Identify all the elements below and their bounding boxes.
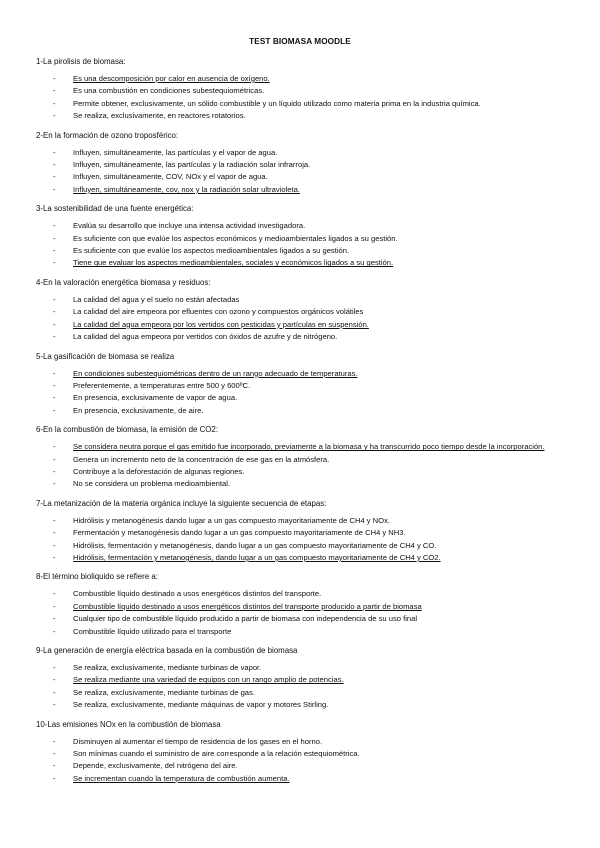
option-list	[36, 588, 566, 638]
option-text: Hidrólisis y metanogénesis dando lugar a un gas compuesto mayoritariamente de CH4 y NOx.	[73, 515, 390, 525]
option-text: Se realiza mediante una variedad de equipos con un rango amplio de potencias.	[73, 675, 344, 685]
option-text: La calidad del agua empeora por los vertidos con pesticidas y partículas en suspensión.	[73, 319, 369, 329]
option-text: Fermentación y metanogénesis dando lugar a un gas compuesto mayoritariamente de CH4 y NH3.	[73, 528, 406, 538]
correct-answer-option	[36, 552, 566, 564]
option-list	[36, 147, 566, 197]
answer-option	[36, 662, 566, 674]
answer-option	[36, 454, 566, 466]
answer-option	[36, 527, 566, 539]
question-block	[36, 278, 566, 344]
option-text: Combustible líquido destinado a usos energéticos distintos del transporte producido a partir de biomasa	[73, 601, 422, 611]
option-text: Depende, exclusivamente, del nitrógeno del aire.	[73, 761, 238, 771]
question-block	[36, 425, 566, 491]
option-text: Combustible líquido utilizado para el transporte	[73, 626, 232, 636]
option-text: Disminuyen al aumentar el tiempo de residencia de los gases en el horno.	[73, 736, 323, 746]
option-text: Influyen, simultáneamente, cov, nox y la radiación solar ultravioleta.	[73, 184, 300, 194]
option-text: En presencia, exclusivamente de vapor de agua.	[73, 393, 238, 403]
option-text: Genera un incremento neto de la concentración de ese gas en la atmósfera.	[73, 454, 330, 464]
option-text: Se considera neutra porque el gas emitido fue incorporado, previamente a la biomasa y ha transcurrido poco tiempo desde la incorporación.	[73, 442, 545, 452]
question-title: 10-Las emisiones NOx en la combustión de biomasa	[36, 719, 221, 729]
option-list	[36, 220, 566, 270]
option-text: Se realiza, exclusivamente, mediante turbinas de vapor.	[73, 663, 262, 672]
option-list	[36, 736, 566, 786]
answer-option	[36, 220, 566, 232]
answer-option	[36, 699, 566, 711]
correct-answer-option	[36, 184, 566, 196]
answer-option	[36, 147, 566, 159]
answer-option	[36, 331, 566, 343]
option-text: Se realiza, exclusivamente, en reactores rotatorios.	[73, 111, 246, 121]
answer-option	[36, 588, 566, 600]
option-text: Es suficiente con que evalúe los aspectos medioambientales ligados a su gestión.	[73, 246, 350, 256]
option-text: Preferentemente, a temperaturas entre 500 y 600ºC.	[73, 380, 251, 390]
answer-option	[36, 380, 566, 392]
option-list	[36, 441, 566, 491]
correct-answer-option	[36, 73, 566, 85]
option-text: Evalúa su desarrollo que incluye una intensa actividad investigadora.	[73, 221, 306, 231]
question-title: 1-La pirolisis de biomasa:	[36, 57, 126, 66]
question-title: 7-La metanización de la materia orgánica incluye la siguiente secuencia de etapas:	[36, 498, 327, 508]
correct-answer-option	[36, 674, 566, 686]
question-block	[36, 572, 566, 638]
question-title: 9-La generación de energía eléctrica basada en la combustión de biomasa	[36, 646, 298, 655]
option-text: Se incrementan cuando la temperatura de combustión aumenta.	[73, 773, 290, 783]
question-block	[36, 646, 566, 712]
option-list	[36, 294, 566, 344]
answer-option	[36, 613, 566, 625]
question-title: 2-En la formación de ozono troposférico:	[36, 130, 179, 140]
option-text: Contribuye a la deforestación de algunas regiones.	[73, 466, 245, 476]
option-text: Se realiza, exclusivamente, mediante turbinas de gas.	[73, 687, 255, 697]
correct-answer-option	[36, 441, 566, 453]
option-text: Influyen, simultáneamente, COV, NOx y el vapor de agua.	[73, 172, 268, 182]
question-title: 4-En la valoración energética biomasa y residuos:	[36, 277, 211, 287]
answer-option	[36, 626, 566, 638]
option-text: No se considera un problema medioambiental.	[73, 479, 231, 489]
option-text: Tiene que evaluar los aspectos medioambientales, sociales y económicos ligados a su gestión.	[73, 258, 394, 268]
option-text: En presencia, exclusivamente, de aire.	[73, 405, 204, 415]
answer-option	[36, 306, 566, 318]
option-list	[36, 515, 566, 565]
correct-answer-option	[36, 257, 566, 269]
option-text: Permite obtener, exclusivamente, un sólido combustible y un líquido utilizado como materia prima en la industria química.	[73, 98, 481, 108]
correct-answer-option	[36, 368, 566, 380]
correct-answer-option	[36, 319, 566, 331]
option-text: Cualquier tipo de combustible líquido producido a partir de biomasa con independencia de su uso final	[73, 614, 418, 624]
option-text: Hidrólisis, fermentación y metanogénesis, dando lugar a un gas compuesto mayoritariamente de CH4 y CO2.	[73, 552, 441, 562]
document-title: TEST BIOMASA MOODLE	[249, 37, 351, 46]
question-list	[36, 57, 566, 793]
option-text: Es suficiente con que evalúe los aspectos económicos y medioambientales ligados a su gestión.	[73, 233, 398, 243]
correct-answer-option	[36, 601, 566, 613]
answer-option	[36, 466, 566, 478]
question-block	[36, 352, 566, 418]
option-text: Influyen, simultáneamente, las partículas y el vapor de agua.	[73, 147, 278, 157]
option-text: Es una descomposición por calor en ausencia de oxígeno.	[73, 74, 270, 83]
answer-option	[36, 98, 566, 110]
answer-option	[36, 540, 566, 552]
answer-option	[36, 748, 566, 760]
answer-option	[36, 110, 566, 122]
answer-option	[36, 233, 566, 245]
option-text: Se realiza, exclusivamente, mediante máquinas de vapor y motores Stirling.	[73, 700, 329, 710]
option-text: Es una combustión en condiciones subestequiométricas.	[73, 86, 265, 96]
question-block	[36, 720, 566, 786]
option-list	[36, 662, 566, 712]
answer-option	[36, 392, 566, 404]
answer-option	[36, 159, 566, 171]
answer-option	[36, 736, 566, 748]
option-text: La calidad del aire empeora por efluentes con ozono y compuestos orgánicos volátiles	[73, 307, 364, 317]
question-block	[36, 204, 566, 270]
option-text: La calidad del agua y el suelo no están afectadas	[73, 294, 240, 304]
option-text: Influyen, simultáneamente, las partículas y la radiación solar infrarroja.	[73, 160, 311, 170]
question-title: 6-En la combustión de biomasa, la emisión de CO2:	[36, 425, 219, 435]
option-text: La calidad del agua empeora por vertidos con óxidos de azufre y de nitrógeno.	[73, 332, 338, 342]
answer-option	[36, 245, 566, 257]
question-block	[36, 57, 566, 123]
question-title: 8-El término bioliquido se refiere a:	[36, 572, 158, 582]
option-list	[36, 73, 566, 123]
answer-option	[36, 405, 566, 417]
answer-option	[36, 85, 566, 97]
option-list	[36, 368, 566, 418]
option-text: Son mínimas cuando el suministro de aire corresponde a la relación estequiométrica.	[73, 749, 360, 759]
question-block	[36, 131, 566, 197]
option-text: En condiciones subestequiométricas dentro de un rango adecuado de temperaturas.	[73, 368, 358, 378]
answer-option	[36, 294, 566, 306]
question-block	[36, 499, 566, 565]
answer-option	[36, 687, 566, 699]
option-text: Combustible líquido destinado a usos energéticos distintos del transporte.	[73, 589, 322, 599]
answer-option	[36, 515, 566, 527]
question-title: 3-La sostenibilidad de una fuente energética:	[36, 204, 194, 214]
question-title: 5-La gasificación de biomasa se realiza	[36, 351, 175, 361]
correct-answer-option	[36, 773, 566, 785]
answer-option	[36, 760, 566, 772]
answer-option	[36, 478, 566, 490]
option-text: Hidrólisis, fermentación y metanogénesis, dando lugar a un gas compuesto mayoritariamente de CH4 y CO.	[73, 540, 437, 550]
answer-option	[36, 171, 566, 183]
